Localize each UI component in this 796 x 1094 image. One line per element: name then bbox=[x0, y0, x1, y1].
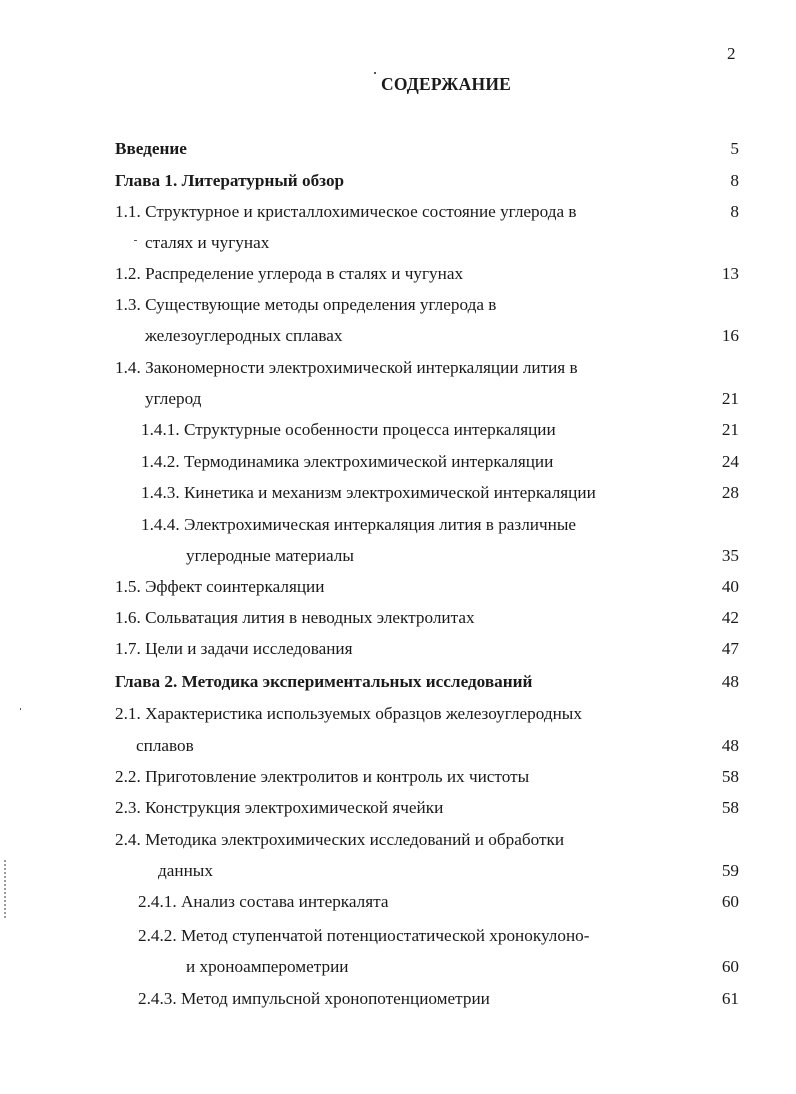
scan-speck bbox=[20, 708, 21, 710]
toc-page-2-3: 58 bbox=[721, 798, 739, 817]
toc-entry-1-4-4: 1.4.4. Электрохимическая интеркаляция лития в различные bbox=[141, 515, 576, 534]
toc-entry-2-1-cont: сплавов bbox=[136, 736, 194, 755]
toc-page-2-4-1: 60 bbox=[721, 892, 739, 911]
toc-page-1-2: 13 bbox=[721, 264, 739, 283]
toc-entry-2-3: 2.3. Конструкция электрохимической ячейки bbox=[115, 798, 444, 817]
toc-page-2-4: 59 bbox=[721, 861, 739, 880]
toc-page-1-1: 8 bbox=[730, 202, 739, 221]
toc-page-1-4: 21 bbox=[721, 389, 739, 408]
toc-entry-1-6: 1.6. Сольватация лития в неводных электролитах bbox=[115, 608, 475, 627]
toc-entry-1-4: 1.4. Закономерности электрохимической интеркаляции лития в bbox=[115, 358, 578, 377]
scan-speck bbox=[374, 72, 376, 74]
toc-entry-1-5: 1.5. Эффект соинтеркаляции bbox=[115, 577, 325, 596]
toc-entry-chapter-2: Глава 2. Методика экспериментальных исследований bbox=[115, 672, 533, 691]
toc-entry-2-4-2: 2.4.2. Метод ступенчатой потенциостатической хронокулоно- bbox=[138, 926, 590, 945]
toc-page-1-4-4: 35 bbox=[721, 546, 739, 565]
toc-entry-1-3: 1.3. Существующие методы определения углерода в bbox=[115, 295, 497, 314]
toc-page-1-5: 40 bbox=[721, 577, 739, 596]
margin-mark bbox=[4, 860, 6, 920]
toc-entry-1-4-4-cont: углеродные материалы bbox=[186, 546, 354, 565]
toc-entry-2-4: 2.4. Методика электрохимических исследований и обработки bbox=[115, 830, 565, 849]
toc-entry-1-3-cont: железоуглеродных сплавах bbox=[145, 326, 343, 345]
toc-entry-2-1: 2.1. Характеристика используемых образцов железоуглеродных bbox=[115, 704, 582, 723]
toc-entry-2-2: 2.2. Приготовление электролитов и контроль их чистоты bbox=[115, 767, 530, 786]
toc-page-chapter-1: 8 bbox=[730, 171, 739, 190]
toc-page-1-6: 42 bbox=[721, 608, 739, 627]
toc-entry-chapter-1: Глава 1. Литературный обзор bbox=[115, 171, 345, 190]
toc-entry-1-4-1: 1.4.1. Структурные особенности процесса интеркаляции bbox=[141, 420, 556, 439]
toc-entry-2-4-3: 2.4.3. Метод импульсной хронопотенциометрии bbox=[138, 989, 490, 1008]
toc-entry-2-4-2-cont: и хроноамперометрии bbox=[186, 957, 349, 976]
page-number: 2 bbox=[727, 44, 736, 63]
toc-entry-1-4-2: 1.4.2. Термодинамика электрохимической интеркаляции bbox=[141, 452, 554, 471]
toc-entry-1-7: 1.7. Цели и задачи исследования bbox=[115, 639, 353, 658]
toc-entry-introduction: Введение bbox=[115, 139, 187, 158]
page-title: СОДЕРЖАНИЕ bbox=[381, 74, 512, 94]
toc-page-2-4-3: 61 bbox=[721, 989, 739, 1008]
toc-entry-1-4-cont: углерод bbox=[145, 389, 202, 408]
toc-entry-1-2: 1.2. Распределение углерода в сталях и чугунах bbox=[115, 264, 464, 283]
toc-entry-2-4-1: 2.4.1. Анализ состава интеркалята bbox=[138, 892, 389, 911]
toc-page-1-3: 16 bbox=[721, 326, 739, 345]
toc-page-introduction: 5 bbox=[730, 139, 739, 158]
toc-page-1-4-1: 21 bbox=[721, 420, 739, 439]
toc-page-1-7: 47 bbox=[721, 639, 739, 658]
toc-entry-2-4-cont: данных bbox=[158, 861, 213, 880]
toc-page-2-2: 58 bbox=[721, 767, 739, 786]
toc-page-chapter-2: 48 bbox=[721, 672, 739, 691]
toc-page-1-4-3: 28 bbox=[721, 483, 739, 502]
toc-entry-1-1: 1.1. Структурное и кристаллохимическое состояние углерода в bbox=[115, 202, 577, 221]
toc-page-1-4-2: 24 bbox=[721, 452, 739, 471]
toc-entry-1-4-3: 1.4.3. Кинетика и механизм электрохимической интеркаляции bbox=[141, 483, 596, 502]
toc-page-2-1: 48 bbox=[721, 736, 739, 755]
scan-speck bbox=[134, 240, 137, 241]
toc-entry-1-1-cont: сталях и чугунах bbox=[145, 233, 270, 252]
toc-page-2-4-2: 60 bbox=[721, 957, 739, 976]
